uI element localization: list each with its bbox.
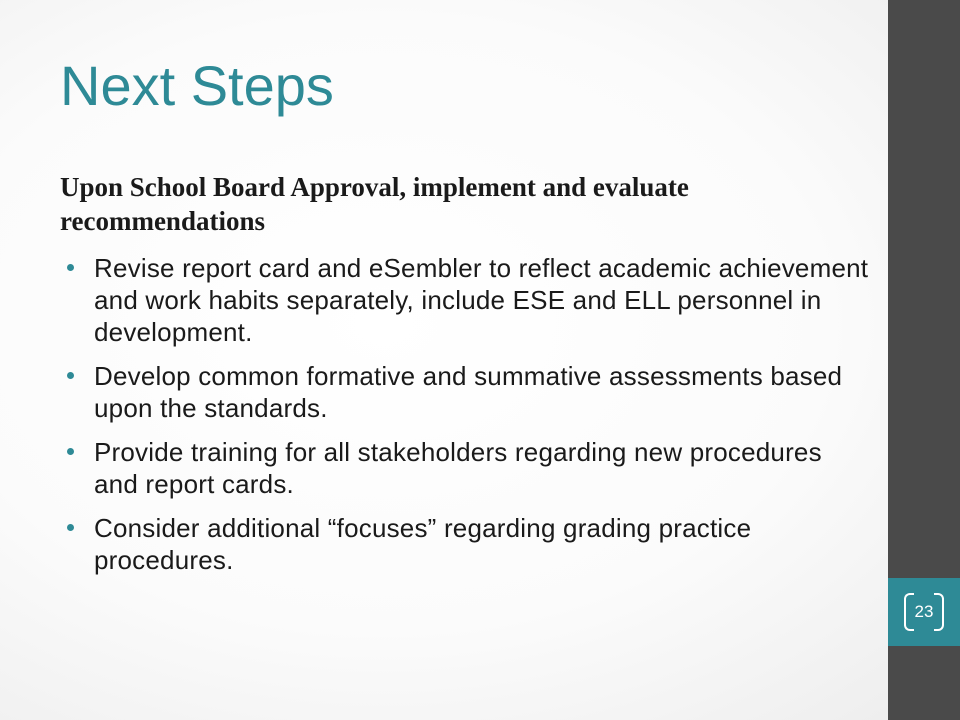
slide-number-box [888,578,960,646]
bullet-item [60,436,870,500]
bullet-text: Revise report card and eSembler to reflect academic achievement and work habits separately, include ESE and ELL personnel in development. [94,253,869,347]
bullet-dot-icon [67,448,74,455]
bullet-dot-icon [67,372,74,379]
bullet-dot-icon [67,524,74,531]
bullet-dot-icon [67,264,74,271]
bullet-item [60,360,870,424]
bullet-item [60,512,870,576]
bullet-item [60,252,870,348]
bullet-text: Provide training for all stakeholders regarding new procedures and report cards. [94,437,822,499]
bullet-text: Consider additional “focuses” regarding grading practice procedures. [94,513,752,575]
lead-text: Upon School Board Approval, implement and evaluate recommendations [60,172,689,236]
bullet-text: Develop common formative and summative assessments based upon the standards. [94,361,843,423]
slide-title: Next Steps [60,54,334,117]
slide-number: 23 [914,602,934,621]
bullet-list [60,252,870,576]
slide-content [60,170,870,588]
right-bracket-decoration [934,593,944,631]
